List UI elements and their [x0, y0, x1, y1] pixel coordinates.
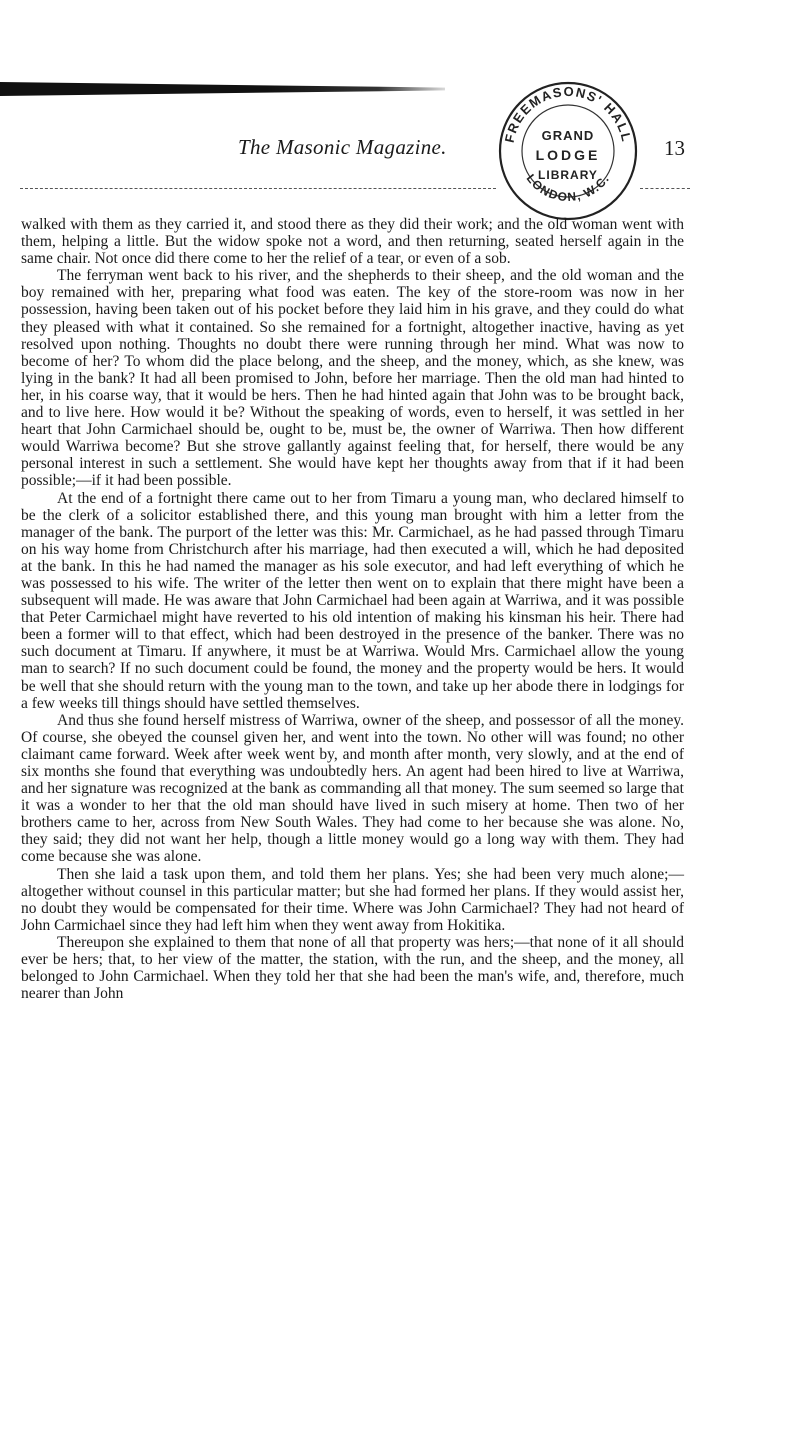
stamp-bottom-text: LONDON, W.C. — [523, 171, 613, 205]
header-rule — [20, 188, 496, 189]
running-header-title: The Masonic Magazine. — [238, 135, 447, 159]
header-rule-right — [640, 188, 690, 189]
stamp-top-text: FREEMASONS' HALL — [501, 83, 635, 145]
paragraph-continued: walked with them as they carried it, and stood there as they did their work; and the old woman went with them, helping a little. But the widow spoke not a word, and then returning, seated herself again in the same chair. Not once did there come to her the relief of a tear, or even of a sob. — [21, 216, 684, 268]
stamp-line-lodge: LODGE — [535, 147, 601, 163]
paragraph: At the end of a fortnight there came out to her from Timaru a young man, who declared himself to be the clerk of a solicitor established there, and this young man brought with him a letter from the manager of the bank. The purport of the letter was this: Mr. Carmichael, as he had passed through Timaru on his way home from Christchurch after his marriage, had then executed a will, which he had deposited at the bank. In this he had named the manager as his sole executor, and had left everything of which he was possessed to his wife. The writer of the letter then went on to explain that there might have been a subsequent will made. He was aware that John Carmichael had been again at Warriwa, and it was possible that Peter Carmichael might have reverted to his old intention of making his kinsman his heir. There had been a former will to that effect, which had been destroyed in the presence of the banker. There was no such document at Timaru. If anywhere, it must be at Warriwa. Would Mrs. Carmichael allow the young man to search? If no such document could be found, the money and the property would be hers. It would be well that she should return with the young man to the town, and take up her abode there in lodgings for a few weeks till things should have settled themselves. — [21, 489, 684, 712]
article-body — [21, 216, 684, 1002]
paragraph: Thereupon she explained to them that none of all that property was hers;—that none of it all should ever be hers; that, to her view of the matter, the station, with the run, and the sheep, and the money, all belonged to John Carmichael. When they told her that she had been the man's wife, and, therefore, much nearer than John — [21, 933, 684, 1003]
page-number: 13 — [664, 136, 685, 160]
stamp-line-grand: GRAND — [541, 128, 595, 143]
top-decorative-rule — [0, 82, 445, 96]
stamp-line-library: LIBRARY — [538, 168, 598, 182]
library-stamp — [493, 76, 643, 226]
paragraph: And thus she found herself mistress of Warriwa, owner of the sheep, and possessor of all the money. Of course, she obeyed the counsel given her, and went into the town. No other will was found; no other claimant came forward. Week after week went by, and month after month, very slowly, and at the end of six months she found that everything was undoubtedly hers. An agent had been hired to live at Warriwa, and her signature was recognized at the bank as commanding all that money. The sum seemed so large that it was a wonder to her that the old man should have lived in such misery at home. Then two of her brothers came to her, across from New South Wales. They had come to her because she was alone. No, they said; they did not want her help, though a little money would go a long way with them. They had come because she was alone. — [21, 711, 684, 866]
paragraph: The ferryman went back to his river, and the shepherds to their sheep, and the old woman and the boy remained with her, preparing what food was eaten. The key of the store-room was now in her possession, having been taken out of his pocket before they laid him in his grave, and they could do what they pleased with what it contained. So she remained for a fortnight, altogether inactive, having as yet resolved upon nothing. Thoughts no doubt there were running through her mind. What was now to become of her? To whom did the place belong, and the sheep, and the money, which, as she knew, was lying in the bank? It had all been promised to John, before her marriage. Then the old man had hinted to her, in his coarse way, that it would be hers. Then he had hinted again that John was to be brought back, and to live here. How would it be? Without the speaking of words, even to herself, it was settled in her heart that John Carmichael should be, ought to be, must be, the owner of Warriwa. Then how different would Warriwa become? But she strove gallantly against feeling that, for herself, there would be any personal interest in such a settlement. She would have kept her thoughts away from that if it had been possible;—if it had been possible. — [21, 267, 684, 490]
paragraph: Then she laid a task upon them, and told them her plans. Yes; she had been very much alone;—altogether without counsel in this particular matter; but she had formed her plans. If they would assist her, no doubt they would be compensated for their time. Where was John Carmichael? They had not heard of John Carmichael since they had left him when they went away from Hokitika. — [21, 865, 684, 934]
